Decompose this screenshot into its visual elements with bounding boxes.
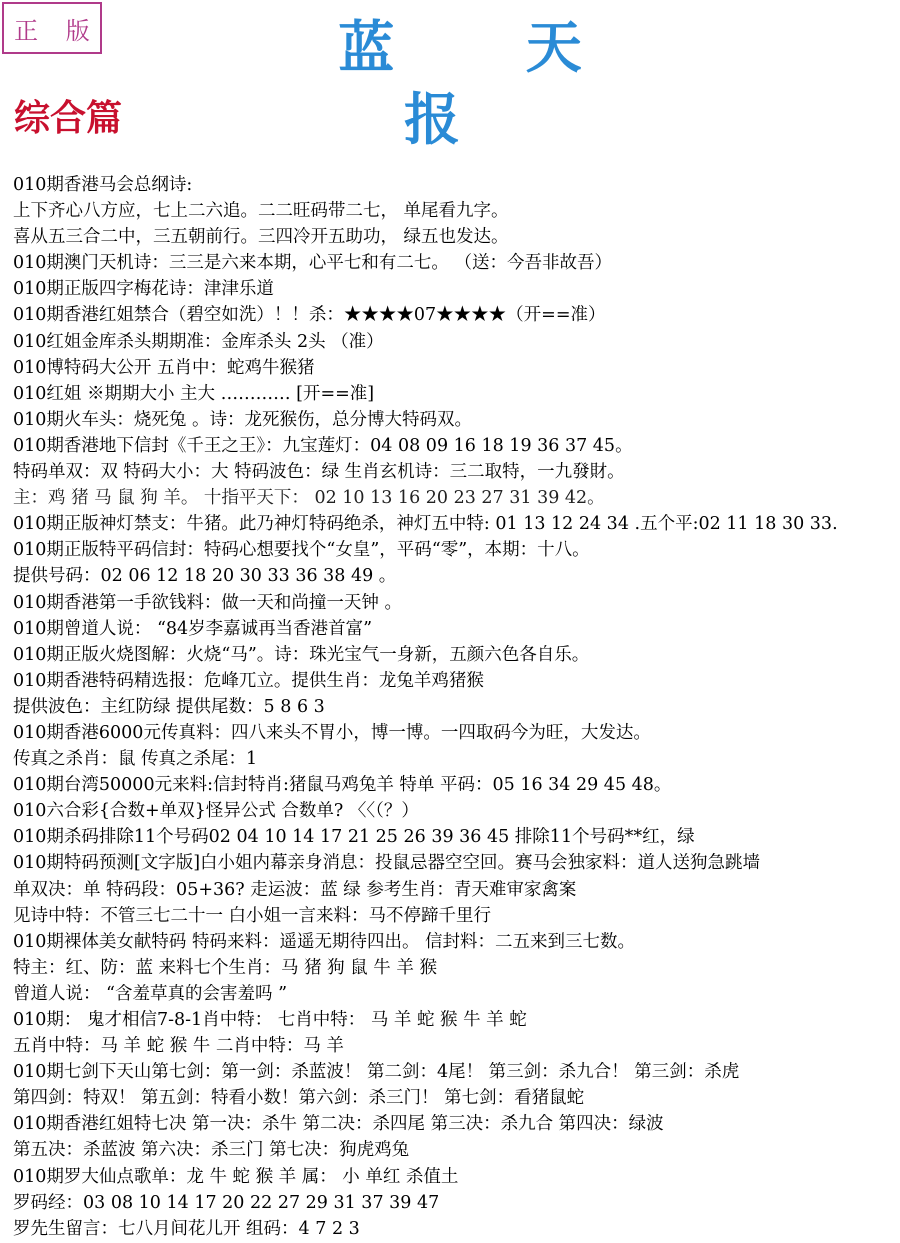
text-line: 提供号码：02 06 12 18 20 30 33 36 38 49 。 [13,566,397,587]
text-line: 010期香港地下信封《千王之王》：九宝莲灯：04 08 09 16 18 19 36 37 45。 [13,435,633,456]
article-body [13,172,898,1242]
text-line: 010期香港马会总纲诗: [13,175,193,195]
text-line: 010期澳门天机诗：三三是六来本期，心平七和有二七。 （送：今吾非故吾） [13,253,612,274]
text-line: 主：鸡 猪 马 鼠 狗 羊。 十指平天下： 02 10 13 16 20 23 27 31 39 42。 [13,488,605,509]
text-line: 提供波色：主红防绿 提供尾数：5 8 6 3 [13,696,325,717]
text-line: 010期罗大仙点歌单：龙 牛 蛇 猴 羊 属： 小 单红 杀值土 [13,1166,459,1187]
text-line: 传真之杀肖：鼠 传真之杀尾：1 [13,749,258,770]
text-line: 010期香港红姐特七决 第一决：杀牛 第二决：杀四尾 第三决：杀九合 第四决：绿波 [13,1114,664,1135]
text-line: 五肖中特：马 羊 蛇 猴 牛 二肖中特：马 羊 [13,1036,344,1057]
text-line: 010期正版神灯禁支：牛猪。此乃神灯特码绝杀，神灯五中特: 01 13 12 24 34 .五个平:02 11 18 30 33. [13,514,838,535]
text-line: 010期裸体美女献特码 特码来料：遥遥无期待四出。 信封料：二五来到三七数。 [13,931,636,952]
text-line: 单双决：单 特码段：05+36? 走运波：蓝 绿 参考生肖：青天难审家禽案 [13,879,577,900]
text-line: 010期香港红姐禁合（碧空如洗）！！杀：★★★★07★★★★（开==准） [13,305,606,326]
text-line: 罗先生留言：七八月间花儿开 组码：4 7 2 3 [13,1218,360,1239]
text-line: 010期香港特码精选报：危峰兀立。提供生肖：龙兔羊鸡猪猴 [13,670,484,691]
text-line: 010红姐 ※期期大小 主大 ………… [开==准] [13,383,375,404]
text-line: 010六合彩{合数+单双}怪异公式 合数单? 〈〈（？） [13,801,419,822]
text-line: 特主：红、防：蓝 来料七个生肖：马 猪 狗 鼠 牛 羊 猴 [13,957,437,978]
official-version-badge: 正 版 [2,2,102,54]
text-line: 特码单双：双 特码大小：大 特码波色：绿 生肖玄机诗：三二取特，一九發財。 [13,462,625,483]
text-line: 010期： 鬼才相信7-8-1肖中特： 七肖中特： 马 羊 蛇 猴 牛 羊 蛇 [13,1010,527,1030]
text-line: 010期特码预测[文字版]白小姐内幕亲身消息：投鼠忌器空空回。赛马会独家料：道人送狗急跳墙 [13,853,761,874]
text-line: 010期正版四字梅花诗：津津乐道 [13,279,274,300]
text-line: 见诗中特：不管三七二十一 白小姐一言来料：马不停蹄千里行 [13,905,492,926]
text-line: 罗码经：03 08 10 14 17 20 22 27 29 31 37 39 47 [13,1192,440,1213]
text-line: 010期正版火烧图解：火烧“马”。诗：珠光宝气一身新，五颜六色各自乐。 [13,644,590,665]
text-line: 010期七剑下天山第七剑：第一剑：杀蓝波！ 第二剑：4尾！ 第三剑：杀九合！ 第三剑：杀虎 [13,1062,740,1083]
text-line: 上下齐心八方应，七上二六追。二二旺码带二七， 单尾看九字。 [13,201,509,222]
text-line: 010期香港第一手欲钱料：做一天和尚撞一天钟 。 [13,592,402,613]
text-line: 曾道人说： “含羞草真的会害羞吗 ” [13,983,288,1004]
text-line: 第五决：杀蓝波 第六决：杀三门 第七决：狗虎鸡兔 [13,1140,410,1161]
text-line: 喜从五三合二中，三五朝前行。三四冷开五助功， 绿五也发达。 [13,227,509,248]
text-line: 第四剑：特双！ 第五剑：特看小数！第六剑：杀三门！ 第七剑：看猪鼠蛇 [13,1088,585,1109]
text-line: 010博特码大公开 五肖中：蛇鸡牛猴猪 [13,357,315,378]
text-line: 010期台湾50000元来料:信封特肖:猪鼠马鸡兔羊 特单 平码：05 16 34 29 45 48。 [13,775,672,796]
text-line: 010期杀码排除11个号码02 04 10 14 17 21 25 26 39 36 45 排除11个号码**红，绿 [13,827,695,848]
text-line: 010期香港6000元传真料：四八来头不胃小，博一博。一四取码今为旺，大发达。 [13,722,651,743]
page-title: 蓝 天 报 [338,15,638,153]
text-line: 010期曾道人说： “84岁李嘉诚再当香港首富” [13,618,373,639]
section-title: 综合篇 [14,97,123,139]
text-line: 010红姐金库杀头期期准：金库杀头 2头 （准） [13,331,384,352]
text-line: 010期正版特平码信封：特码心想要找个“女皇”，平码“零”，本期：十八。 [13,540,590,561]
text-line: 010期火车头：烧死兔 。诗：龙死猴伤，总分博大特码双。 [13,409,472,430]
